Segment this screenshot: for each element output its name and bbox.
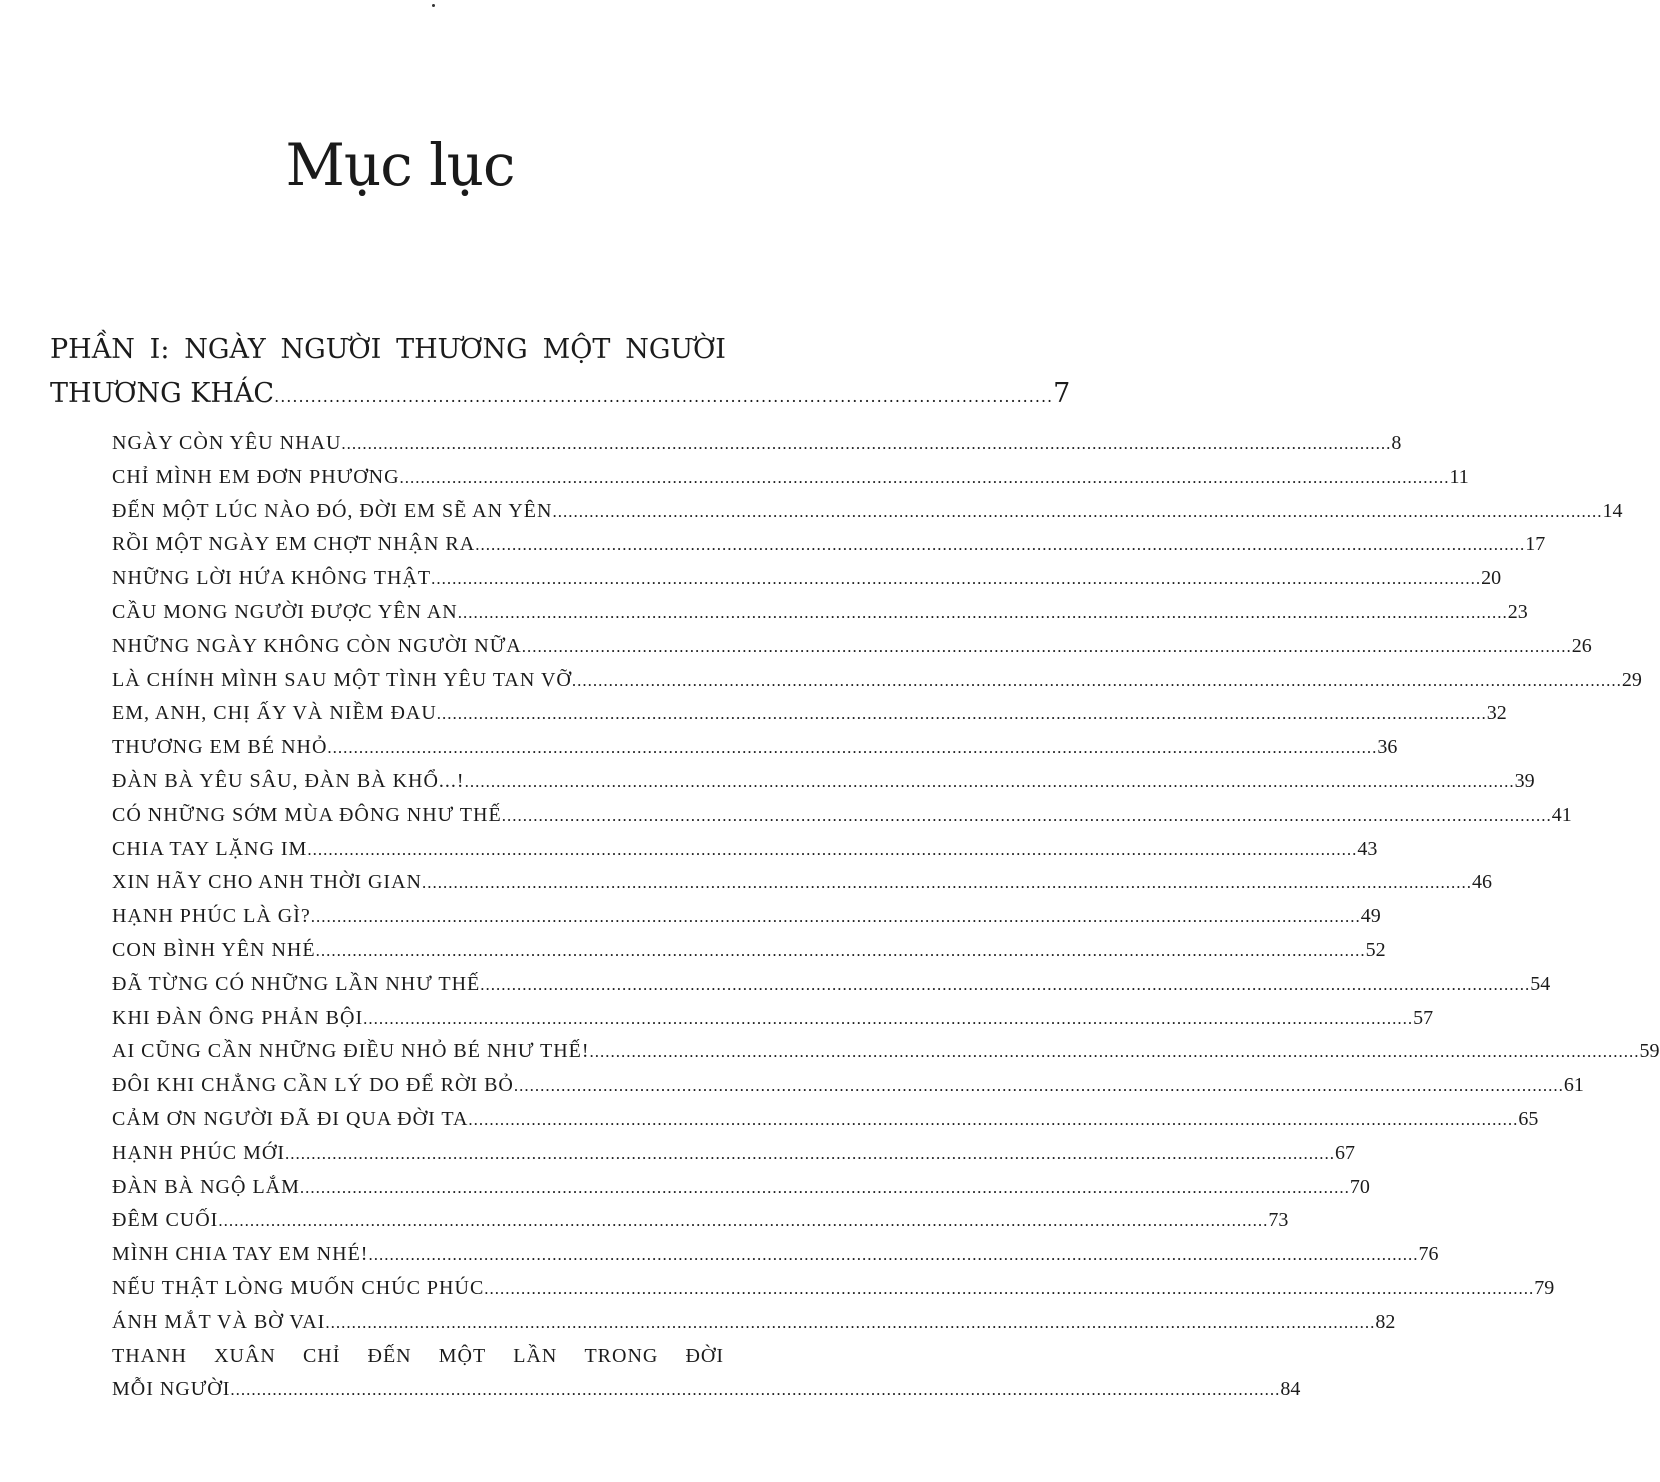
toc-entry <box>112 1002 1434 1036</box>
dot-leader: ........................................................................................................................................................................................................ <box>230 1380 1281 1400</box>
toc-entry <box>112 1069 1584 1103</box>
toc-entry <box>112 934 1386 968</box>
toc-entry <box>112 528 1546 562</box>
toc-entry-title: LÀ CHÍNH MÌNH SAU MỘT TÌNH YÊU TAN VỠ <box>112 668 572 691</box>
toc-entry <box>112 1272 1555 1306</box>
dot-leader: ........................................................................................................................................................................................................ <box>571 670 1622 690</box>
toc-entry <box>112 1171 1370 1205</box>
toc-entry-title: CHIA TAY LẶNG IM <box>112 837 308 860</box>
dot-leader: ........................................................................................................................................................................................................ <box>513 1076 1564 1096</box>
toc-entry-title: NGÀY CÒN YÊU NHAU <box>112 432 342 454</box>
page-title: Mục lục <box>285 130 515 199</box>
toc-entry-title: AI CŨNG CẦN NHỮNG ĐIỀU NHỎ BÉ NHƯ THẾ! <box>112 1040 590 1063</box>
toc-entry-title: ĐÀN BÀ NGỘ LẮM <box>112 1175 300 1198</box>
part-word: I: <box>149 334 170 365</box>
toc-entry-page: 79 <box>1534 1276 1555 1299</box>
toc-entry <box>112 968 1551 1002</box>
toc-entry <box>112 461 1469 495</box>
part-word: MỘT <box>542 334 611 365</box>
toc-entry-title: CHỈ MÌNH EM ĐƠN PHƯƠNG <box>112 465 400 488</box>
dot-leader: ................................................................................................................................ <box>274 387 1054 406</box>
toc-entry-word: THANH <box>112 1344 187 1367</box>
toc-entry <box>112 427 1402 461</box>
toc-entry-wrapped-line1 <box>112 1340 724 1374</box>
part-heading-label: THƯƠNG KHÁC <box>50 378 275 409</box>
dot-leader: ........................................................................................................................................................................................................ <box>315 940 1366 960</box>
dot-leader: ........................................................................................................................................................................................................ <box>468 1109 1519 1129</box>
toc-entry-page: 52 <box>1365 938 1386 961</box>
toc-entry <box>112 731 1398 765</box>
dot-leader: ........................................................................................................................................................................................................ <box>480 974 1531 994</box>
dot-leader: ........................................................................................................................................................................................................ <box>589 1042 1640 1062</box>
toc-entry-word: ĐẾN <box>367 1344 412 1367</box>
dot-leader: ........................................................................................................................................................................................................ <box>368 1245 1419 1265</box>
toc-entry-title: XIN HÃY CHO ANH THỜI GIAN <box>112 871 422 894</box>
toc-entry-title: NHỮNG NGÀY KHÔNG CÒN NGƯỜI NỮA <box>112 634 522 657</box>
toc-entry-word: ĐỜI <box>685 1344 724 1367</box>
dot-leader: ........................................................................................................................................................................................................ <box>399 467 1450 487</box>
toc-entry <box>112 833 1378 867</box>
dot-leader: ........................................................................................................................................................................................................ <box>484 1278 1535 1298</box>
part-heading-line1 <box>50 328 726 372</box>
toc-entry <box>112 1035 1660 1069</box>
toc-entry-page: 59 <box>1639 1040 1660 1063</box>
toc-entry-title: CON BÌNH YÊN NHÉ <box>112 938 316 961</box>
toc-entry-title: ÁNH MẮT VÀ BỜ VAI <box>112 1310 326 1333</box>
dot-leader: ........................................................................................................................................................................................................ <box>327 738 1378 758</box>
toc-entry-page: 32 <box>1486 702 1507 725</box>
toc-entry-title: CẦU MONG NGƯỜI ĐƯỢC YÊN AN <box>112 600 458 623</box>
part-word: NGÀY <box>184 334 266 365</box>
toc-entry-page: 26 <box>1571 634 1592 657</box>
toc-entry-word: XUÂN <box>214 1344 276 1367</box>
toc-entry-page: 43 <box>1357 837 1378 860</box>
toc-entry <box>112 596 1528 630</box>
dot-leader: ........................................................................................................................................................................................................ <box>464 771 1515 791</box>
toc-entry-page: 76 <box>1418 1243 1439 1266</box>
toc-entry-page: 23 <box>1507 600 1528 623</box>
toc-entry <box>112 866 1492 900</box>
dot-leader: ........................................................................................................................................................................................................ <box>521 636 1572 656</box>
part-word: NGƯỜI <box>280 334 382 365</box>
toc-entry-page: 57 <box>1413 1006 1434 1029</box>
toc-entry-title: EM, ANH, CHỊ ẤY VÀ NIỀM ĐAU <box>112 702 437 725</box>
toc-entry <box>112 799 1572 833</box>
toc-entry-page: 73 <box>1268 1209 1289 1232</box>
dot-leader: ........................................................................................................................................................................................................ <box>501 805 1552 825</box>
toc-entry-page: 67 <box>1335 1141 1356 1164</box>
toc-entry <box>112 1238 1439 1272</box>
dot-leader: ........................................................................................................................................................................................................ <box>325 1312 1376 1332</box>
toc-entry-page: 29 <box>1621 668 1642 691</box>
toc-entry <box>112 630 1592 664</box>
toc-entry-title: HẠNH PHÚC MỚI <box>112 1141 286 1164</box>
toc-entry-page: 8 <box>1391 432 1402 454</box>
toc-entry-page: 61 <box>1563 1074 1584 1097</box>
toc-entry-title: NHỮNG LỜI HỨA KHÔNG THẬT <box>112 567 432 590</box>
dot-leader: ........................................................................................................................................................................................................ <box>285 1143 1336 1163</box>
part-heading-line2 <box>50 372 1071 419</box>
toc-entry-page: 82 <box>1375 1310 1396 1333</box>
toc-entry <box>112 1204 1289 1238</box>
dot-leader: ........................................................................................................................................................................................................ <box>341 434 1392 453</box>
toc-entry-page: 39 <box>1514 769 1535 792</box>
toc-entry <box>112 900 1381 934</box>
dot-leader: ........................................................................................................................................................................................................ <box>307 839 1358 859</box>
part-word: NGƯỜI <box>625 334 726 365</box>
toc-entry-word: TRONG <box>584 1344 659 1367</box>
dot-leader: ........................................................................................................................................................................................................ <box>218 1211 1269 1231</box>
toc-entry <box>112 1306 1396 1340</box>
toc-entry-title: ĐẾN MỘT LÚC NÀO ĐÓ, ĐỜI EM SẼ AN YÊN <box>112 499 553 522</box>
toc-entry-title: HẠNH PHÚC LÀ GÌ? <box>112 905 311 928</box>
toc-entry-page: 84 <box>1280 1378 1301 1401</box>
dot-leader: ........................................................................................................................................................................................................ <box>436 704 1487 724</box>
dot-leader: ........................................................................................................................................................................................................ <box>421 873 1472 893</box>
toc-entry-page: 36 <box>1377 736 1398 759</box>
toc-entry-page: 17 <box>1525 533 1546 556</box>
dot-leader: ........................................................................................................................................................................................................ <box>310 907 1361 927</box>
toc-entry <box>112 765 1535 799</box>
toc-entry-page: 49 <box>1360 905 1381 928</box>
toc-entry <box>112 1137 1356 1171</box>
toc-entry-title: ĐÀN BÀ YÊU SÂU, ĐÀN BÀ KHỔ...! <box>112 769 465 792</box>
toc-entry-page: 65 <box>1518 1107 1539 1130</box>
dot-leader: ........................................................................................................................................................................................................ <box>299 1177 1350 1197</box>
page-mark <box>432 4 435 7</box>
dot-leader: ........................................................................................................................................................................................................ <box>475 535 1526 555</box>
toc-entry-title: CÓ NHỮNG SỚM MÙA ĐÔNG NHƯ THẾ <box>112 803 502 826</box>
toc-entry-word: LẦN <box>513 1344 558 1367</box>
toc-entry-title: CẢM ƠN NGƯỜI ĐÃ ĐI QUA ĐỜI TA <box>112 1107 469 1130</box>
part-word: PHẦN <box>50 334 135 365</box>
toc-entry-title: NẾU THẬT LÒNG MUỐN CHÚC PHÚC <box>112 1276 485 1299</box>
dot-leader: ........................................................................................................................................................................................................ <box>363 1008 1414 1028</box>
toc-entry-word: CHỈ <box>302 1344 341 1367</box>
toc-entry-page: 46 <box>1471 871 1492 894</box>
toc-entry-page: 14 <box>1602 499 1623 522</box>
toc-entry-title: MỖI NGƯỜI <box>112 1378 231 1401</box>
toc-entry <box>112 697 1507 731</box>
toc-entry <box>112 664 1642 698</box>
toc-entry-title: KHI ĐÀN ÔNG PHẢN BỘI <box>112 1006 364 1029</box>
toc-entry-title: MÌNH CHIA TAY EM NHÉ! <box>112 1243 369 1266</box>
dot-leader: ........................................................................................................................................................................................................ <box>431 569 1482 589</box>
toc-entry-title: ĐÊM CUỐI <box>112 1209 219 1232</box>
toc-entry <box>112 1103 1539 1137</box>
part-word: THƯƠNG <box>396 334 528 365</box>
toc-entry-page: 11 <box>1449 465 1469 488</box>
toc-entry-title: ĐÔI KHI CHẲNG CẦN LÝ DO ĐỂ RỜI BỎ <box>112 1074 514 1097</box>
part-heading-page: 7 <box>1053 378 1071 409</box>
toc-entry-page: 54 <box>1530 972 1551 995</box>
toc-list <box>112 427 1660 1407</box>
toc-entry-title: RỒI MỘT NGÀY EM CHỢT NHẬN RA <box>112 533 476 556</box>
part-heading <box>50 328 1071 419</box>
toc-entry-page: 41 <box>1551 803 1572 826</box>
toc-entry-wrapped-line2 <box>112 1373 1301 1407</box>
dot-leader: ........................................................................................................................................................................................................ <box>552 501 1603 521</box>
toc-entry <box>112 495 1623 529</box>
toc-entry-word: MỘT <box>438 1344 487 1367</box>
toc-entry-title: ĐÃ TỪNG CÓ NHỮNG LẦN NHƯ THẾ <box>112 972 481 995</box>
toc-entry-page: 20 <box>1481 567 1502 590</box>
toc-entry <box>112 562 1502 596</box>
dot-leader: ........................................................................................................................................................................................................ <box>457 602 1508 622</box>
toc-entry-title: THƯƠNG EM BÉ NHỎ <box>112 736 328 759</box>
toc-entry-page: 70 <box>1349 1175 1370 1198</box>
